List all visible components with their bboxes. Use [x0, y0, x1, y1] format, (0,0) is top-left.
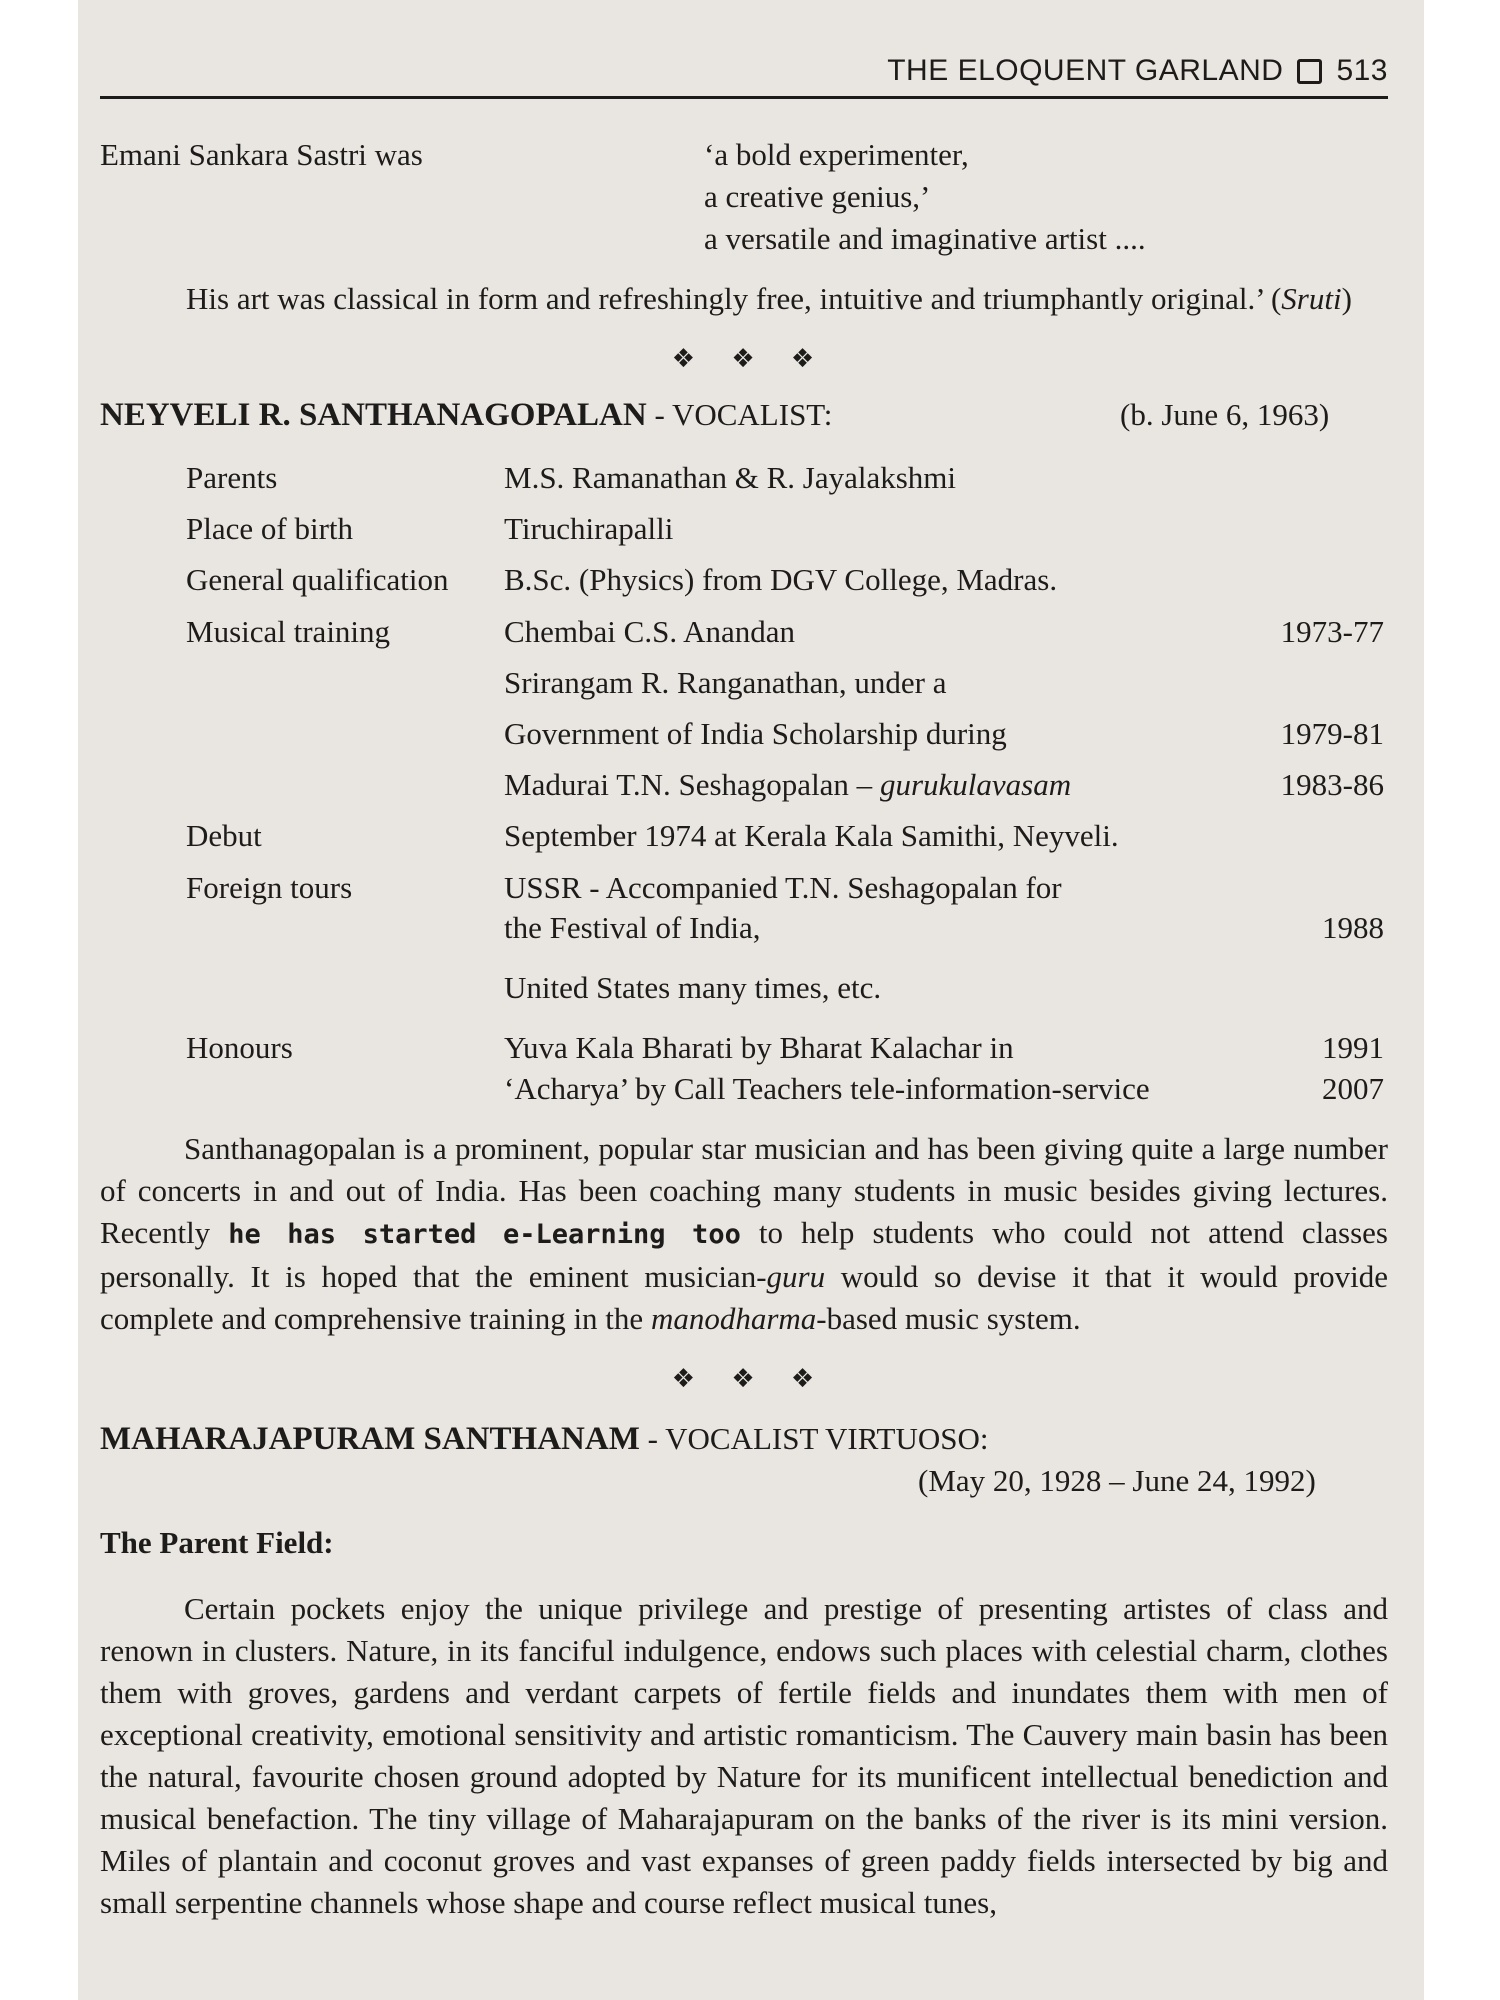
bio-year: 1979-81 [1280, 716, 1384, 751]
bio-value: ‘Acharya’ by Call Teachers tele-information-service [504, 1071, 1150, 1106]
bio-row [0, 562, 1500, 602]
running-header [100, 52, 1388, 99]
bio-value: Srirangam R. Ranganathan, under a [504, 665, 947, 700]
section-separator: ❖ ❖ ❖ [671, 344, 829, 374]
page-number: 513 [1336, 54, 1388, 87]
section-separator: ❖ ❖ ❖ [671, 1364, 829, 1394]
bio-year: 2007 [1322, 1071, 1384, 1106]
bio-year: 1991 [1322, 1030, 1384, 1065]
bio-value: Government of India Scholarship during [504, 716, 1007, 751]
e-learning-highlight: he has started e-Learning too [228, 1219, 741, 1250]
section1-paragraph: Santhanagopalan is a prominent, popular star musician and has been giving quite a large number of concerts in and out of India. Has been coaching many students in music besides giving lectures. Recently he has started e-Learning too to help students who could not attend classes personally. It is hoped that the eminent musician-guru would so devise it that it would provide complete and comprehensive training in the manodharma-based music system. [100, 1131, 1389, 1336]
bio-label: Parents [186, 460, 278, 495]
section1-role: - VOCALIST: [646, 397, 833, 432]
bio-row [0, 1030, 1500, 1070]
bio-value: Tiruchirapalli [504, 511, 674, 546]
bio-year: 1973-77 [1280, 614, 1384, 649]
bio-label: General qualification [186, 562, 449, 597]
bio-value: United States many times, etc. [504, 970, 882, 1005]
bio-row [0, 460, 1500, 500]
section2-heading [100, 1422, 989, 1456]
bio-row [0, 870, 1500, 910]
bio-value: Yuva Kala Bharati by Bharat Kalachar in [504, 1030, 1014, 1065]
gurukulavasam-term: gurukulavasam [879, 767, 1072, 802]
bio-label: Place of birth [186, 511, 354, 546]
bio-value: September 1974 at Kerala Kala Samithi, Neyveli. [504, 818, 1119, 853]
section1-birth: (b. June 6, 1963) [1120, 397, 1330, 432]
bio-label: Debut [186, 818, 262, 853]
bio-value: B.Sc. (Physics) from DGV College, Madras. [504, 562, 1058, 597]
section1-name: NEYVELI R. SANTHANAGOPALAN [100, 397, 647, 433]
bio-label: Foreign tours [186, 870, 353, 905]
bio-value: M.S. Ramanathan & R. Jayalakshmi [504, 460, 957, 495]
bio-row [0, 1071, 1500, 1111]
section2-subheading: The Parent Field: [100, 1525, 334, 1560]
section2-name: MAHARAJAPURAM SANTHANAM [100, 1421, 640, 1457]
bio-value: USSR - Accompanied T.N. Seshagopalan for [504, 870, 1062, 905]
bio-row [0, 614, 1500, 654]
bio-value: Chembai C.S. Anandan [504, 614, 796, 649]
quote-line-1: ‘a bold experimenter, [704, 137, 969, 172]
section1-heading [100, 398, 832, 432]
bio-row [0, 910, 1500, 950]
quote-art-sentence: His art was classical in form and refreshingly free, intuitive and triumphantly original.’ (Sruti) [186, 281, 1352, 316]
quote-line-3: a versatile and imaginative artist .... [704, 221, 1146, 256]
bio-label: Musical training [186, 614, 391, 649]
quote-source: Sruti [1281, 281, 1342, 316]
bio-year: 1983-86 [1280, 767, 1384, 802]
bio-row [0, 716, 1500, 756]
bio-row [0, 767, 1500, 807]
section2-role: - VOCALIST VIRTUOSO: [639, 1421, 989, 1456]
section2-dates: (May 20, 1928 – June 24, 1992) [918, 1463, 1316, 1498]
bio-year: 1988 [1322, 910, 1384, 945]
square-bullet-icon [1297, 59, 1322, 84]
bio-row [0, 818, 1500, 858]
bio-value: Madurai T.N. Seshagopalan – gurukulavasam [504, 767, 1072, 802]
bio-label: Honours [186, 1030, 293, 1065]
bio-value: the Festival of India, [504, 910, 761, 945]
section2-paragraph: Certain pockets enjoy the unique privilege and prestige of presenting artistes of class and renown in clusters. Nature, in its fanciful indulgence, endows such places with celestial charm, clothes them with groves, gardens and verdant carpets of fertile fields and inundates them with men of exceptional creativity, emotional sensitivity and artistic romanticism. The Cauvery main basin has been the natural, favourite chosen ground adopted by Nature for its munificent intellectual benediction and musical benefaction. The tiny village of Maharajapuram on the banks of the river is its mini version. Miles of plantain and coconut groves and vast expanses of green paddy fields intersected by big and small serpentine channels whose shape and course reflect musical tunes, [100, 1591, 1388, 1920]
quote-line-2: a creative genius,’ [704, 179, 931, 214]
bio-row [0, 511, 1500, 551]
bio-row [0, 970, 1500, 1010]
bio-row [0, 665, 1500, 705]
header-title: THE ELOQUENT GARLAND [887, 54, 1284, 87]
quote-subject: Emani Sankara Sastri was [100, 137, 423, 172]
